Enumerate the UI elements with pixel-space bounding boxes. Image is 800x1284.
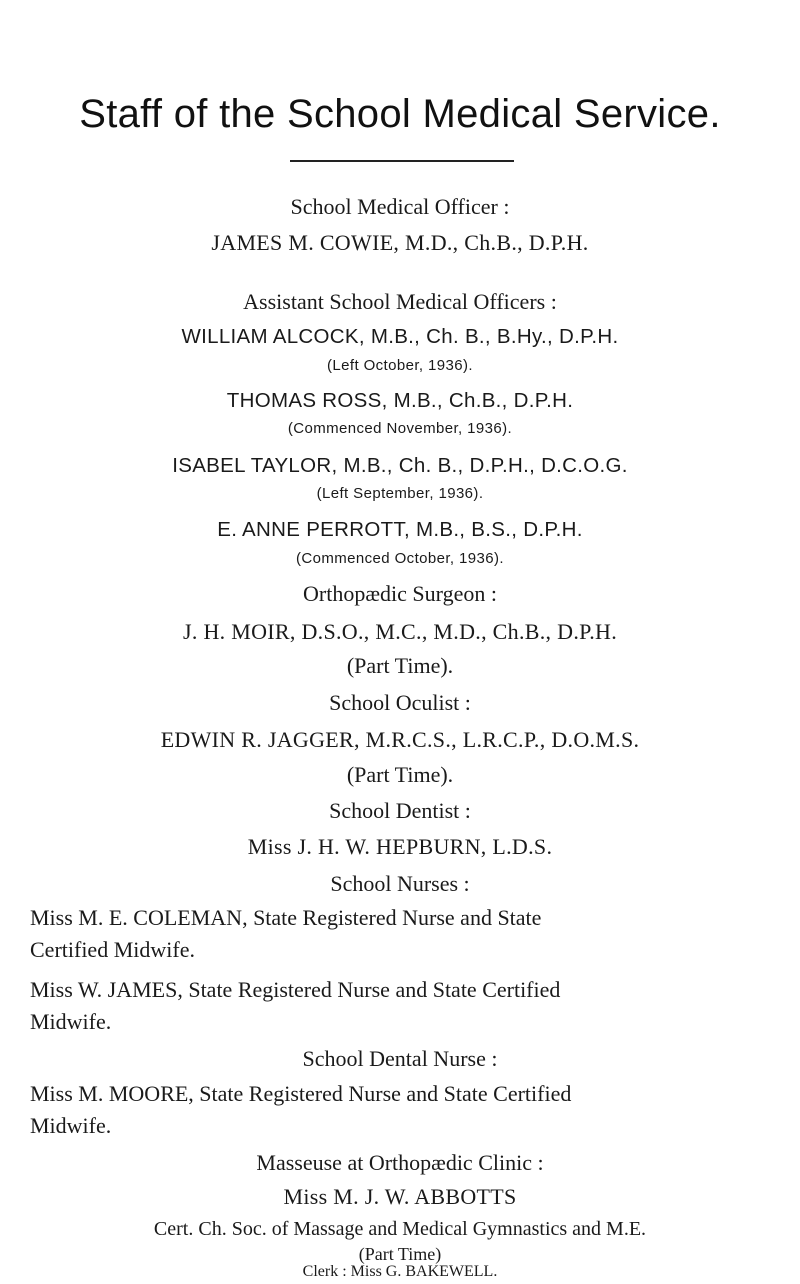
nurse-entry-continuation: Midwife.	[30, 1009, 112, 1034]
role-school-medical-officer: School Medical Officer :	[290, 194, 510, 219]
assistant-officer-note: (Left September, 1936).	[316, 485, 484, 502]
name-school-medical-officer: JAMES M. COWIE, M.D., Ch.B., D.P.H.	[211, 230, 589, 255]
page-title: Staff of the School Medical Service.	[79, 92, 721, 136]
nurse-entry-line: Miss M. E. COLEMAN, State Registered Nurse and State	[30, 905, 542, 930]
role-assistant-officers: Assistant School Medical Officers :	[243, 289, 557, 314]
name-orthopaedic-surgeon: J. H. MOIR, D.S.O., M.C., M.D., Ch.B., D.P.H.	[182, 619, 617, 644]
role-school-oculist: School Oculist :	[329, 690, 471, 715]
clerk-name: Miss G. BAKEWELL.	[350, 1263, 498, 1280]
title-divider	[290, 160, 514, 162]
note-school-oculist: (Part Time).	[346, 762, 454, 787]
dental-nurse-continuation: Midwife.	[30, 1113, 112, 1138]
role-school-dental-nurse: School Dental Nurse :	[302, 1046, 498, 1071]
name-masseuse: Miss M. J. W. ABBOTTS	[283, 1184, 517, 1209]
role-school-dentist: School Dentist :	[329, 798, 471, 823]
nurse-entry-continuation: Certified Midwife.	[30, 937, 195, 962]
assistant-officer-name: WILLIAM ALCOCK, M.B., Ch. B., B.Hy., D.P.H.	[181, 325, 619, 348]
assistant-officer-name: ISABEL TAYLOR, M.B., Ch. B., D.P.H., D.C.O.G.	[172, 454, 628, 477]
note-masseuse: (Part Time)	[358, 1244, 442, 1264]
assistant-officer-note: (Commenced October, 1936).	[296, 550, 504, 567]
assistant-officer-name: E. ANNE PERROTT, M.B., B.S., D.P.H.	[217, 518, 583, 541]
assistant-officer-note: (Left October, 1936).	[327, 357, 473, 374]
role-masseuse: Masseuse at Orthopædic Clinic :	[256, 1150, 544, 1175]
nurse-entry-line: Miss W. JAMES, State Registered Nurse and State Certified	[30, 977, 561, 1002]
name-school-oculist: EDWIN R. JAGGER, M.R.C.S., L.R.C.P., D.O.M.S.	[160, 727, 640, 752]
assistant-officer-name: THOMAS ROSS, M.B., Ch.B., D.P.H.	[226, 389, 574, 412]
assistant-officer-note: (Commenced November, 1936).	[287, 420, 513, 437]
qualification-masseuse: Cert. Ch. Soc. of Massage and Medical Gymnastics and M.E.	[153, 1218, 647, 1240]
dental-nurse-entry	[30, 1078, 770, 1142]
name-school-dentist: Miss J. H. W. HEPBURN, L.D.S.	[247, 834, 553, 859]
clerk-role: Clerk :	[302, 1263, 347, 1280]
nurse-entry	[30, 974, 770, 1038]
nurse-entry	[30, 902, 770, 966]
dental-nurse-line: Miss M. MOORE, State Registered Nurse and State Certified	[30, 1081, 572, 1106]
role-school-nurses: School Nurses :	[330, 871, 470, 896]
note-orthopaedic-surgeon: (Part Time).	[346, 653, 454, 678]
role-clerk	[0, 1262, 800, 1282]
role-orthopaedic-surgeon: Orthopædic Surgeon :	[303, 581, 497, 606]
